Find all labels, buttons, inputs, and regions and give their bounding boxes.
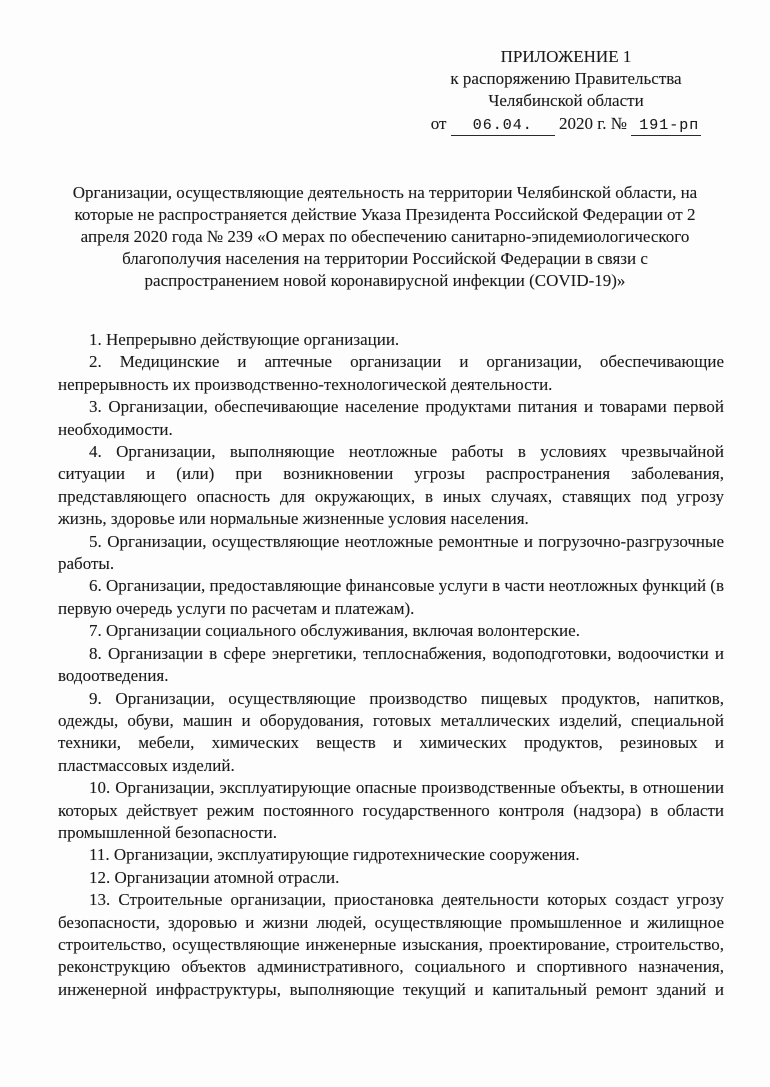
appendix-label: ПРИЛОЖЕНИЕ 1 [500, 47, 632, 66]
date-line [410, 113, 722, 136]
order-number-value: 191-рп [631, 116, 701, 136]
list-item-13: 13. Строительные организации, приостановка деятельности которых создаст угрозу безопасности, здоровью и жизни людей, осуществляющие промышленное и жилищное строительство, осуществляющие инженерные изыскания, проектирование, строительство, реконструкцию объектов административного, социального и спортивного назначения, инженерной инфраструктуры, выполняющие текущий и капитальный ремонт зданий и [58, 890, 724, 999]
list-item-8: 8. Организации в сфере энергетики, теплоснабжения, водоподготовки, водоочистки и водоотведения. [58, 643, 724, 686]
list-item-12: 12. Организации атомной отрасли. [89, 867, 340, 887]
document-title: Организации, осуществляющие деятельность на территории Челябинской области, на которые не распространяется действие Указа Президента Российской Федерации от 2 апреля 2020 года № 239 «О мерах по обеспечению санитарно-эпидемиологического благополучия населения на территории Российской Федерации в связи с распространением новой коронавирусной инфекции (COVID-19)» [72, 183, 698, 290]
items-list [58, 329, 724, 1001]
list-item-10: 10. Организации, эксплуатирующие опасные производственные объекты, в отношении которых действует режим постоянного государственного контроля (надзора) в области промышленной безопасности. [58, 778, 724, 842]
list-item-11: 11. Организации, эксплуатирующие гидротехнические сооружения. [89, 845, 580, 865]
list-item-3: 3. Организации, обеспечивающие население продуктами питания и товарами первой необходимости. [58, 397, 724, 439]
date-value: 06.04. [451, 116, 555, 136]
appendix-header [410, 46, 722, 136]
list-item-1: 1. Непрерывно действующие организации. [89, 330, 400, 349]
list-item-9: 9. Организации, осуществляющие производство пищевых продуктов, напитков, одежды, обуви, машин и оборудования, готовых металлических изделий, специальной техники, мебели, химических веществ и химических продуктов, резиновых и пластмассовых изделий. [58, 688, 724, 775]
list-item-5: 5. Организации, осуществляющие неотложные ремонтные и погрузочно-разгрузочные работы. [58, 531, 724, 574]
list-item-2: 2. Медицинские и аптечные организации и организации, обеспечивающие непрерывность их производственно-технологической деятельности. [58, 352, 724, 394]
list-item-7: 7. Организации социального обслуживания, включая волонтерские. [89, 621, 580, 641]
region-line: Челябинской области [488, 91, 644, 110]
date-prefix: от [430, 114, 447, 133]
order-reference-line: к распоряжению Правительства [450, 69, 682, 88]
year-and-number-label: 2020 г. № [558, 114, 627, 133]
list-item-4: 4. Организации, выполняющие неотложные работы в условиях чрезвычайной ситуации и (или) при возникновении угрозы распространения заболевания, представляющего опасность для окружающих, в иных случаях, ставящих под угрозу жизнь, здоровье или нормальные жизненные условия населения. [58, 442, 724, 529]
list-item-6: 6. Организации, предоставляющие финансовые услуги в части неотложных функций (в первую очередь услуги по расчетам и платежам). [58, 576, 724, 618]
